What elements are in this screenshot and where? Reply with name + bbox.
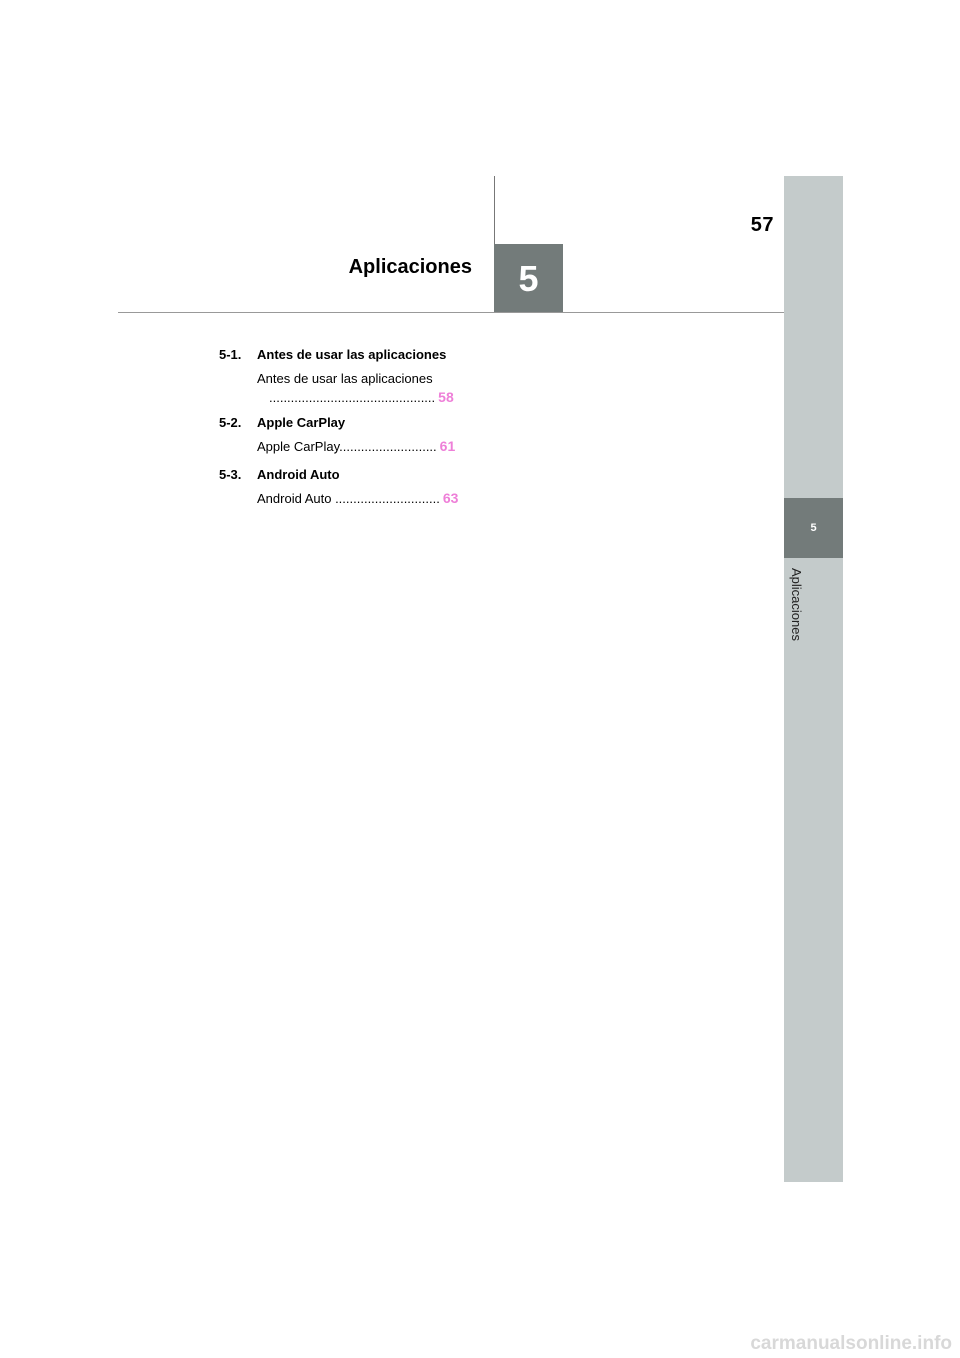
header-horizontal-rule — [118, 312, 784, 313]
toc-entry[interactable] — [219, 489, 479, 507]
toc-section-title: Android Auto — [257, 467, 340, 482]
toc-page-link[interactable]: 58 — [438, 389, 454, 405]
toc-entry-title[interactable]: Antes de usar las aplicaciones — [257, 371, 433, 386]
toc-section-5-3 — [219, 466, 479, 484]
page-number: 57 — [750, 214, 774, 236]
toc-entry-continuation[interactable] — [219, 388, 479, 406]
toc-section-5-1 — [219, 346, 479, 364]
side-chapter-tab[interactable]: 5 — [784, 498, 843, 558]
toc-section-5-2 — [219, 414, 479, 432]
toc-section-title: Antes de usar las aplicaciones — [257, 347, 447, 362]
toc-page-link[interactable]: 63 — [442, 490, 459, 506]
toc-leader-dots: ............................. — [331, 491, 440, 506]
toc-entry-title[interactable]: Android Auto — [257, 491, 332, 506]
chapter-title: Aplicaciones — [348, 256, 472, 278]
toc-section-number: 5-3. — [219, 467, 242, 482]
toc-entry[interactable] — [219, 370, 479, 388]
watermark: carmanualsonline.info — [750, 1333, 952, 1354]
toc-entry[interactable] — [219, 437, 479, 455]
toc-leader-dots: .............................................. — [269, 390, 436, 405]
toc-section-number: 5-1. — [219, 347, 242, 362]
header-vertical-rule — [494, 176, 495, 244]
toc-leader-dots: ........................... — [339, 439, 437, 454]
side-chapter-label: Aplicaciones — [789, 568, 804, 641]
toc-page-link[interactable]: 61 — [439, 438, 456, 454]
toc-section-number: 5-2. — [219, 415, 242, 430]
table-of-contents — [219, 346, 479, 507]
toc-section-title: Apple CarPlay — [257, 415, 346, 430]
chapter-number-box: 5 — [494, 244, 563, 313]
toc-entry-title[interactable]: Apple CarPlay — [257, 439, 340, 454]
